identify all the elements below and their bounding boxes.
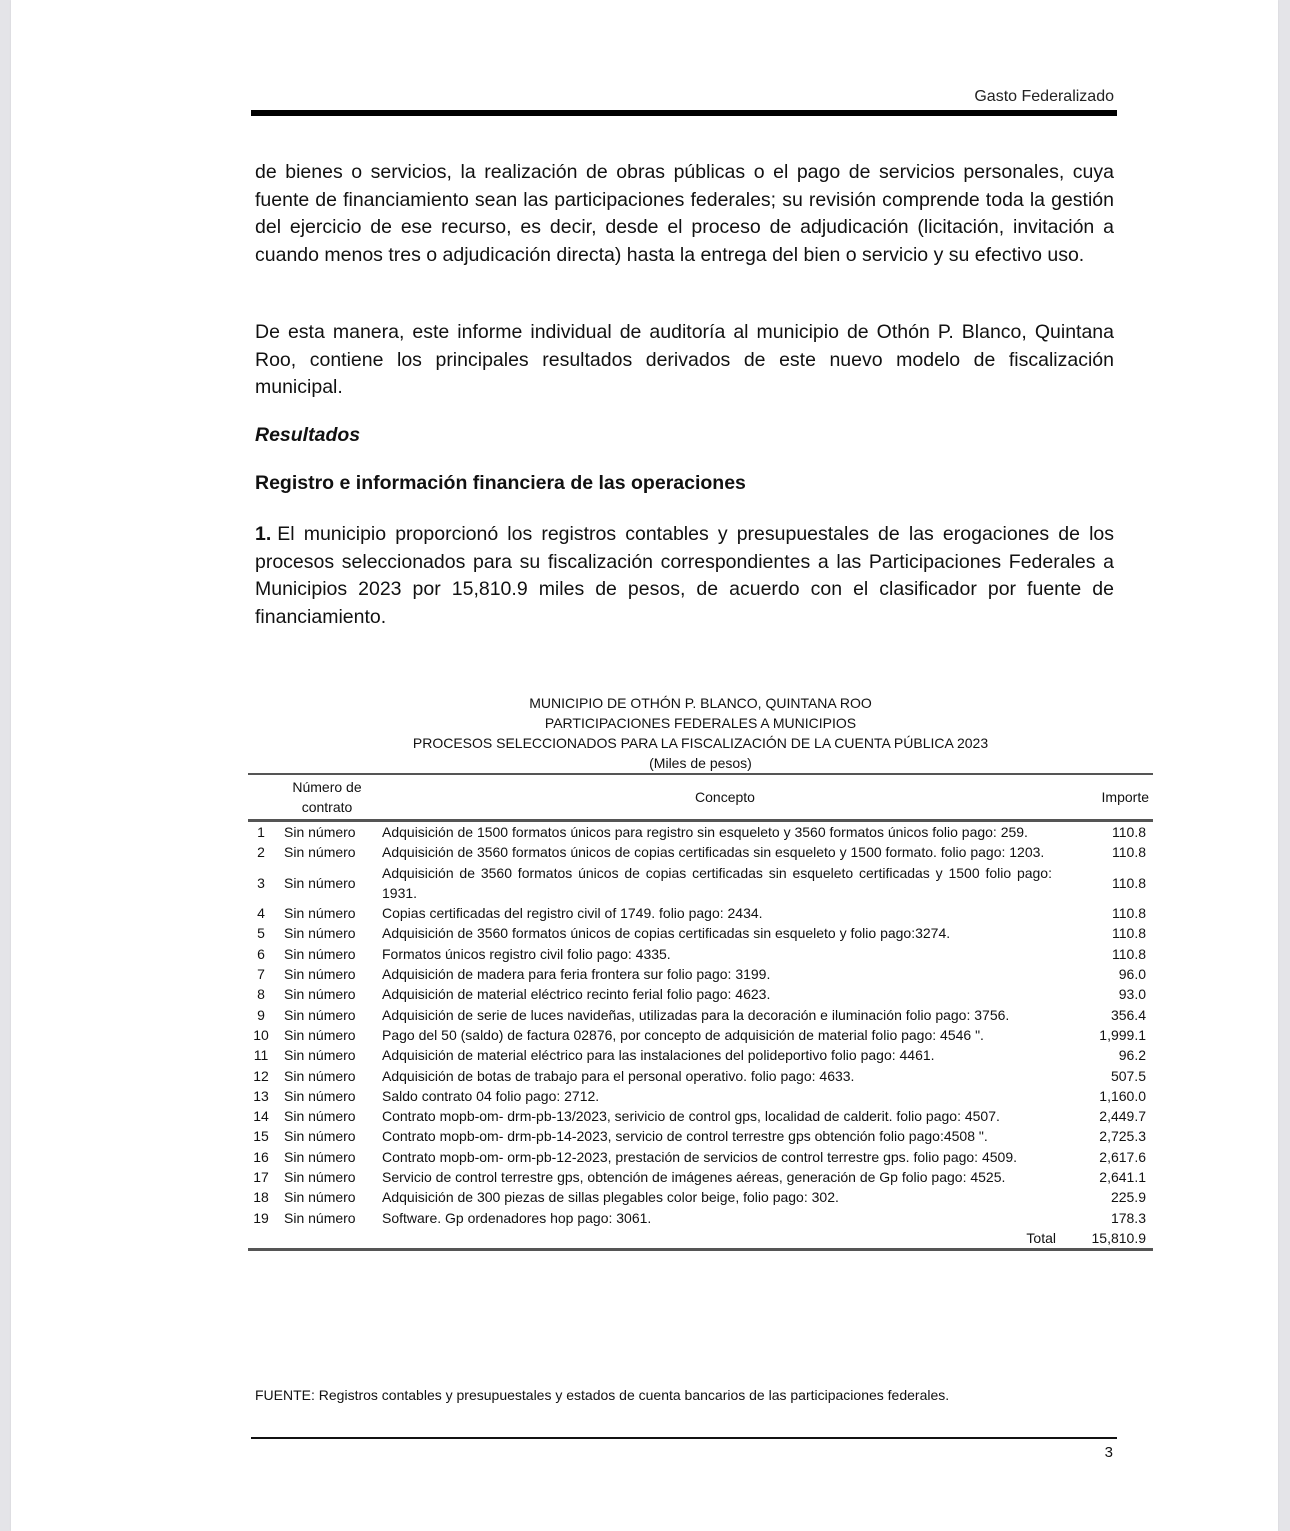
row-index: 14 — [253, 1108, 269, 1125]
table-row — [248, 821, 1153, 843]
row-contract-number: Sin número — [284, 1169, 356, 1186]
row-contract-number: Sin número — [284, 1128, 356, 1145]
row-concept: Formatos únicos registro civil folio pago: 4335. — [382, 945, 671, 962]
table-total-row — [248, 1228, 1153, 1250]
table-row — [248, 1167, 1153, 1187]
table-row — [248, 964, 1153, 984]
row-concept: Copias certificadas del registro civil of 1749. folio pago: 2434. — [382, 905, 763, 922]
row-contract-number: Sin número — [284, 925, 356, 942]
table-title-line-2: PARTICIPACIONES FEDERALES A MUNICIPIOS — [544, 715, 857, 731]
row-index: 18 — [253, 1189, 269, 1206]
row-index: 17 — [253, 1169, 269, 1186]
page-number: 3 — [1104, 1444, 1113, 1461]
row-amount: 178.3 — [1110, 1209, 1146, 1226]
row-concept: Adquisición de material eléctrico recinto ferial folio pago: 4623. — [382, 986, 771, 1003]
table-title — [248, 693, 1153, 773]
body-paragraph-1: de bienes o servicios, la realización de obras públicas o el pago de servicios personales, cuya fuente de financiamiento sean las participaciones federales; su revisión comprende toda la gestión del ejercicio de ese recurso, es decir, desde el proceso de adjudicación (licitación, invitación a cuando menos tres o adjudicación directa) hasta la entrega del bien o servicio y su efectivo uso. — [255, 161, 1114, 267]
row-index: 8 — [257, 986, 265, 1003]
row-contract-number: Sin número — [284, 874, 356, 891]
row-concept: Adquisición de 300 piezas de sillas plegables color beige, folio pago: 302. — [382, 1189, 839, 1206]
row-concept: Adquisición de 3560 formatos únicos de copias certificadas sin esqueleto certificadas y 1500 folio pago: 1931. — [382, 864, 1052, 901]
table-row — [248, 984, 1153, 1004]
row-amount: 356.4 — [1110, 1006, 1146, 1023]
table-body — [248, 821, 1153, 1250]
row-contract-number: Sin número — [284, 1087, 356, 1104]
table-title-line-3: PROCESOS SELECCIONADOS PARA LA FISCALIZACIÓN DE LA CUENTA PÚBLICA 2023 — [412, 735, 989, 751]
row-amount: 93.0 — [1118, 986, 1146, 1003]
row-index: 19 — [253, 1209, 269, 1226]
row-index: 11 — [253, 1047, 269, 1064]
row-index: 6 — [257, 945, 265, 962]
item-number: 1. — [255, 523, 272, 545]
total-spacer — [248, 1228, 276, 1250]
row-amount: 2,617.6 — [1099, 1148, 1146, 1165]
row-concept: Software. Gp ordenadores hop pago: 3061. — [382, 1209, 652, 1226]
row-index: 9 — [257, 1006, 265, 1023]
header-amount: Importe — [1072, 774, 1153, 821]
row-contract-number: Sin número — [284, 1026, 356, 1043]
row-contract-number: Sin número — [284, 824, 356, 840]
header-index — [248, 774, 276, 821]
total-spacer — [276, 1228, 378, 1250]
row-concept: Adquisición de 1500 formatos únicos para registro sin esqueleto y 3560 formatos únicos folio pago: 259. — [382, 824, 1028, 840]
footer-rule — [251, 1437, 1117, 1439]
table-row — [248, 1066, 1153, 1086]
row-contract-number: Sin número — [284, 945, 356, 962]
row-concept: Contrato mopb-om- drm-pb-13/2023, serivicio de control gps, localidad de calderit. folio pago: 4507. — [382, 1108, 1000, 1125]
row-index: 3 — [257, 874, 265, 891]
row-contract-number: Sin número — [284, 905, 356, 922]
table-row — [248, 842, 1153, 862]
row-contract-number: Sin número — [284, 844, 356, 861]
total-amount: 15,810.9 — [1072, 1228, 1153, 1250]
row-amount: 2,641.1 — [1099, 1169, 1146, 1186]
table-row — [248, 1106, 1153, 1126]
table-row — [248, 944, 1153, 964]
row-concept: Contrato mopb-om- drm-pb-14-2023, servicio de control terrestre gps obtención folio pago:4508 ". — [382, 1128, 988, 1145]
row-amount: 2,449.7 — [1099, 1108, 1146, 1125]
row-index: 7 — [257, 966, 265, 983]
row-index: 4 — [257, 905, 265, 922]
table-header-row — [248, 774, 1153, 821]
row-contract-number: Sin número — [284, 966, 356, 983]
heading-results: Resultados — [255, 424, 361, 446]
row-concept: Adquisición de 3560 formatos únicos de copias certificadas sin esqueleto y 1500 formato. folio pago: 1203. — [382, 844, 1045, 861]
row-concept: Adquisición de 3560 formatos únicos de copias certificadas sin esqueleto y folio pago:3274. — [382, 925, 951, 942]
row-amount: 96.2 — [1118, 1047, 1146, 1064]
row-amount: 507.5 — [1110, 1067, 1146, 1084]
row-contract-number: Sin número — [284, 1047, 356, 1064]
header-contract-number: Número de contrato — [276, 774, 378, 821]
row-index: 5 — [257, 925, 265, 942]
row-contract-number: Sin número — [284, 1209, 356, 1226]
row-concept: Adquisición de material eléctrico para las instalaciones del polideportivo folio pago: 4461. — [382, 1047, 935, 1064]
row-amount: 110.8 — [1112, 874, 1146, 891]
table-row — [248, 1025, 1153, 1045]
table-row — [248, 1005, 1153, 1025]
table-row — [248, 1045, 1153, 1065]
table-source-note: FUENTE: Registros contables y presupuestales y estados de cuenta bancarios de las participaciones federales. — [255, 1387, 950, 1403]
row-amount: 110.8 — [1112, 824, 1146, 840]
row-amount: 1,999.1 — [1099, 1026, 1146, 1043]
table-row — [248, 1086, 1153, 1106]
row-index: 13 — [253, 1087, 269, 1104]
body-paragraph-2: De esta manera, este informe individual de auditoría al municipio de Othón P. Blanco, Quintana Roo, contiene los principales resultados derivados de este nuevo modelo de fiscalización municipal. — [255, 321, 1114, 399]
row-amount: 1,160.0 — [1099, 1087, 1146, 1104]
processes-table — [248, 773, 1153, 1251]
row-amount: 96.0 — [1118, 966, 1146, 983]
row-amount: 110.8 — [1112, 945, 1146, 962]
row-index: 1 — [257, 824, 265, 840]
table-row — [248, 903, 1153, 923]
row-contract-number: Sin número — [284, 986, 356, 1003]
row-index: 12 — [253, 1067, 269, 1084]
header-rule — [251, 110, 1117, 116]
row-contract-number: Sin número — [284, 1006, 356, 1023]
row-contract-number: Sin número — [284, 1189, 356, 1206]
table-row — [248, 923, 1153, 943]
row-amount: 2,725.3 — [1099, 1128, 1146, 1145]
row-amount: 110.8 — [1112, 905, 1146, 922]
heading-section: Registro e información financiera de las operaciones — [255, 472, 746, 494]
row-concept: Servicio de control terrestre gps, obtención de imágenes aéreas, generación de Gp folio pago: 4525. — [382, 1169, 1006, 1186]
total-label: Total — [378, 1228, 1072, 1250]
row-amount: 110.8 — [1112, 925, 1146, 942]
table-row — [248, 1187, 1153, 1207]
row-contract-number: Sin número — [284, 1108, 356, 1125]
document-page — [11, 0, 1278, 1531]
row-contract-number: Sin número — [284, 1067, 356, 1084]
row-concept: Saldo contrato 04 folio pago: 2712. — [382, 1087, 600, 1104]
table-row — [248, 863, 1153, 904]
row-amount: 225.9 — [1110, 1189, 1146, 1206]
table-row — [248, 1126, 1153, 1146]
row-concept: Adquisición de serie de luces navideñas, utilizadas para la decoración e iluminación folio pago: 3756. — [382, 1006, 1010, 1023]
row-concept: Pago del 50 (saldo) de factura 02876, por concepto de adquisición de material folio pago: 4546 ". — [382, 1026, 984, 1043]
item-text: El municipio proporcionó los registros contables y presupuestales de las erogaciones de los procesos seleccionados para su fiscalización correspondientes a las Participaciones Federales a Municipios 2023 por 15,810.9 miles de pesos, de acuerdo con el clasificador por fuente de financiamiento. — [255, 523, 1114, 629]
body-paragraph-3 — [255, 521, 1114, 632]
row-amount: 110.8 — [1112, 844, 1146, 861]
row-concept: Adquisición de botas de trabajo para el personal operativo. folio pago: 4633. — [382, 1067, 855, 1084]
row-index: 16 — [253, 1148, 269, 1165]
table-row — [248, 1208, 1153, 1228]
row-index: 2 — [257, 844, 265, 861]
row-index: 10 — [253, 1026, 269, 1043]
row-index: 15 — [253, 1128, 269, 1145]
table-title-line-4: (Miles de pesos) — [649, 755, 752, 771]
table-title-line-1: MUNICIPIO DE OTHÓN P. BLANCO, QUINTANA ROO — [529, 695, 872, 711]
row-concept: Adquisición de madera para feria frontera sur folio pago: 3199. — [382, 966, 771, 983]
header-concept: Concepto — [378, 774, 1072, 821]
table-row — [248, 1147, 1153, 1167]
row-concept: Contrato mopb-om- orm-pb-12-2023, prestación de servicios de control terrestre gps. folio pago: 4509. — [382, 1148, 1017, 1165]
row-contract-number: Sin número — [284, 1148, 356, 1165]
running-header-title: Gasto Federalizado — [974, 88, 1114, 105]
